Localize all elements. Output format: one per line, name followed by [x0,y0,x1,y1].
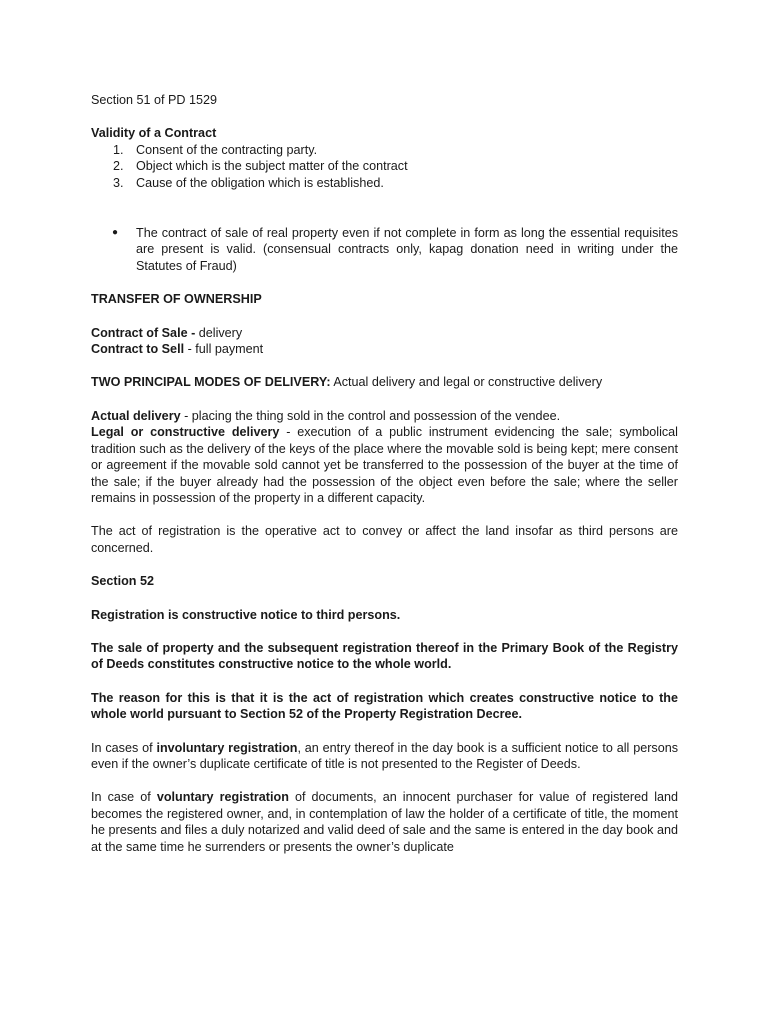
actual-delivery: Actual delivery - placing the thing sold in the control and possession of the vendee. [91,408,561,423]
involuntary-registration: In cases of involuntary registration, an entry thereof in the day book is a sufficient notice to all persons even if the owner’s duplicate certificate of title is not presented to the Register of Deeds. [91,740,678,771]
sale-property: The sale of property and the subsequent registration thereof in the Primary Book of the Registry of Deeds constitutes constructive notice to the whole world. [91,640,678,672]
registration-act: The act of registration is the operative act to convey or affect the land insofar as third persons are concerned. [91,524,678,555]
list-item: 1. Consent of the contracting party. [113,142,318,157]
legal-delivery: Legal or constructive delivery - execution of a public instrument evidencing the sale; symbolical tradition such as the delivery of the keys of the place where the movable sold is being kept; mere consent or agreement if the movable sold cannot yet be transferred to the possession of the buyer at the time of the sale; if the buyer already had the possession of the object even before the sale; where the seller remains in possession of the property in a different capacity. [91,425,678,505]
section-heading: Section 51 of PD 1529 [91,93,218,107]
bullet-icon: ● [112,227,119,239]
list-item: ● The contract of sale of real property even if not complete in form as long the essential requisites are present is valid. (consensual contracts only, kapag donation need in writing under the Statutes of Fraud) [112,226,678,273]
voluntary-registration: In case of voluntary registration of documents, an innocent purchaser for value of registered land becomes the registered owner, and, in contemplation of law the holder of a certificate of title, the moment he presents and files a duly notarized and valid deed of sale and the same is entered in the day book and at the same time he surrenders or presents the owner’s duplicate [91,790,678,854]
contract-of-sale: Contract of Sale - delivery [91,325,243,340]
list-item: 3. Cause of the obligation which is established. [113,175,384,190]
two-modes: TWO PRINCIPAL MODES OF DELIVERY: Actual delivery and legal or constructive delivery [91,375,603,390]
document-page [91,92,678,855]
validity-list [91,142,678,191]
reason-paragraph: The reason for this is that it is the act of registration which creates constructive notice to the whole world pursuant to Section 52 of the Property Registration Decree. [91,690,678,722]
list-item: 2. Object which is the subject matter of the contract [113,159,408,174]
transfer-title: TRANSFER OF OWNERSHIP [91,292,262,307]
validity-title: Validity of a Contract [91,126,217,141]
bullet-list [91,225,678,274]
section-52-heading: Section 52 [91,574,154,589]
contract-to-sell: Contract to Sell - full payment [91,342,264,357]
registration-notice: Registration is constructive notice to third persons. [91,607,401,622]
